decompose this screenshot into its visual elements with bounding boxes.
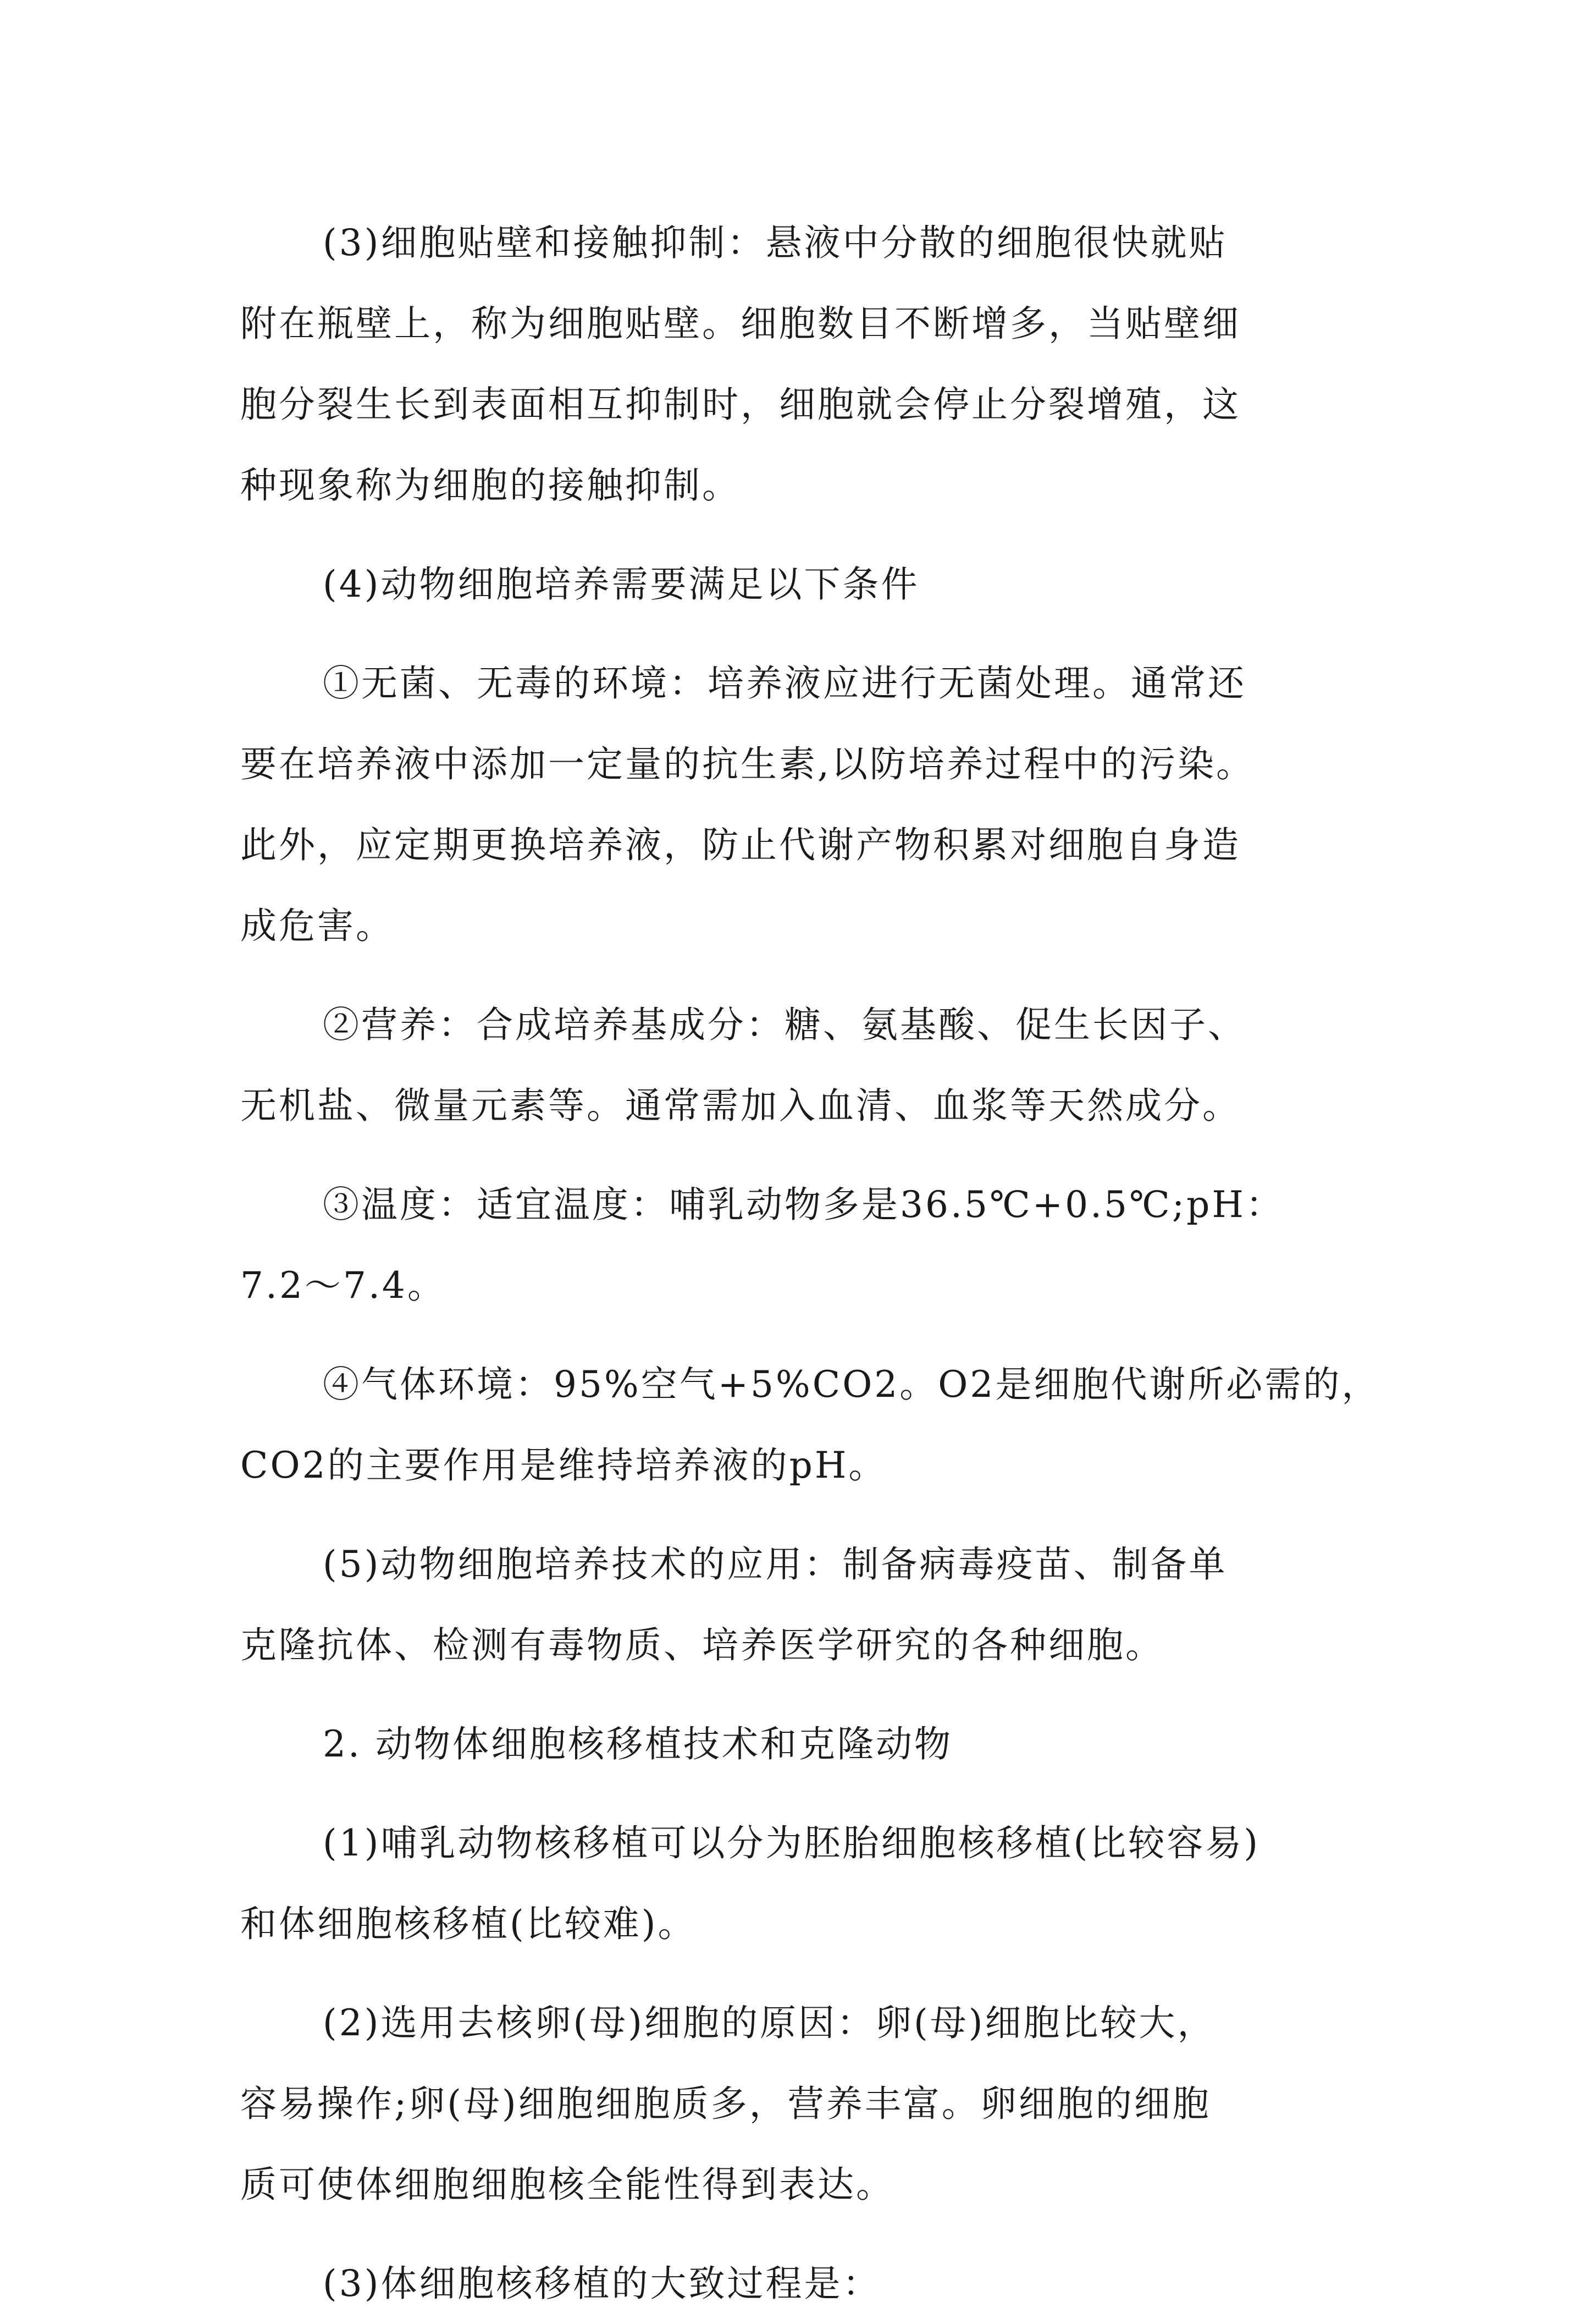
paragraph-culture-conditions-heading [240,544,1378,625]
paragraph-process-intro [240,2243,1378,2324]
text-line: 质可使体细胞细胞核全能性得到表达。 [240,2163,894,2206]
paragraph-sterile-environment [240,643,1378,966]
paragraph-applications [240,1524,1378,1686]
text-line: 克隆抗体、检测有毒物质、培养医学研究的各种细胞。 [240,1624,1164,1666]
text-line: CO2的主要作用是维持培养液的pH。 [240,1444,887,1486]
text-line: 2. 动物体细胞核移植技术和克隆动物 [323,1723,953,1765]
paragraph-gas-environment [240,1344,1378,1506]
paragraph-nuclear-transfer-types [240,1803,1378,1964]
text-line: 容易操作;卵(母)细胞细胞质多，营养丰富。卵细胞的细胞 [240,2083,1211,2125]
paragraph-oocyte-reasons [240,1982,1378,2225]
text-line: (4)动物细胞培养需要满足以下条件 [323,563,920,605]
text-line: 胞分裂生长到表面相互抑制时，细胞就会停止分裂增殖，这 [240,383,1241,426]
text-line: 要在培养液中添加一定量的抗生素,以防培养过程中的污染。 [240,743,1255,785]
text-line: ④气体环境：95%空气+5%CO2。O2是细胞代谢所必需的， [323,1363,1380,1406]
text-line: 和体细胞核移植(比较难)。 [240,1903,697,1945]
text-line: (3)细胞贴壁和接触抑制：悬液中分散的细胞很快就贴 [323,222,1228,264]
paragraph-nutrition [240,984,1378,1146]
text-line: (1)哺乳动物核移植可以分为胚胎细胞核移植(比较容易) [323,1822,1260,1864]
paragraph-temperature [240,1164,1378,1326]
paragraph-cell-adhesion [240,202,1378,526]
document-body [240,202,1378,2324]
text-line: 成危害。 [240,905,394,947]
text-line: ②营养：合成培养基成分：糖、氨基酸、促生长因子、 [323,1004,1246,1046]
text-line: (5)动物细胞培养技术的应用：制备病毒疫苗、制备单 [323,1543,1228,1585]
text-line: ③温度：适宜温度：哺乳动物多是36.5℃+0.5℃;pH： [323,1183,1284,1226]
text-line: ①无菌、无毒的环境：培养液应进行无菌处理。通常还 [323,662,1246,704]
text-line: 附在瓶壁上，称为细胞贴壁。细胞数目不断增多，当贴壁细 [240,302,1241,345]
text-line: (2)选用去核卵(母)细胞的原因：卵(母)细胞比较大， [323,2002,1216,2044]
text-line: 无机盐、微量元素等。通常需加入血清、血浆等天然成分。 [240,1084,1241,1127]
text-line: 7.2～7.4。 [240,1264,446,1307]
text-line: (3)体细胞核移植的大致过程是： [323,2262,881,2305]
text-line: 此外，应定期更换培养液，防止代谢产物积累对细胞自身造 [240,824,1241,866]
text-line: 种现象称为细胞的接触抑制。 [240,464,741,506]
section-heading-nuclear-transfer [240,1704,1378,1785]
